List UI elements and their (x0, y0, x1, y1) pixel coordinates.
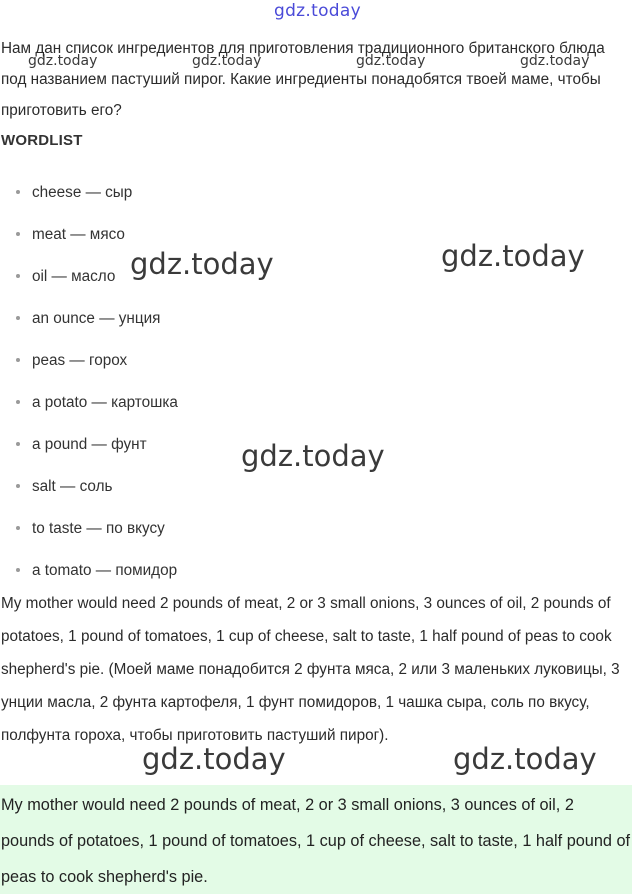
bullet-icon (16, 526, 20, 530)
list-item-text: meat — мясо (32, 226, 125, 243)
watermark: gdz.today (241, 439, 385, 473)
watermark: gdz.today (130, 247, 274, 281)
list-item-text: to taste — по вкусу (32, 520, 165, 537)
bullet-icon (16, 358, 20, 362)
list-item (16, 172, 132, 214)
list-item-text: oil — масло (32, 268, 116, 285)
watermark: gdz.today (142, 742, 286, 776)
watermark-logo: gdz.today (274, 1, 361, 21)
watermark: gdz.today (192, 53, 262, 69)
bullet-icon (16, 568, 20, 572)
list-item (16, 256, 115, 298)
list-item (16, 298, 160, 340)
list-item (16, 424, 147, 466)
list-item-text: cheese — сыр (32, 184, 133, 201)
highlighted-answer: My mother would need 2 pounds of meat, 2 or 3 small onions, 3 ounces of oil, 2 pounds of potatoes, 1 pound of tomatoes, 1 cup of cheese, salt to taste, 1 half pound of peas to cook shepherd's pie. (1, 796, 631, 886)
list-item (16, 550, 177, 592)
list-item (16, 508, 165, 550)
watermark: gdz.today (520, 53, 590, 69)
list-item-text: peas — горох (32, 352, 128, 369)
bullet-icon (16, 400, 20, 404)
bullet-icon (16, 232, 20, 236)
list-item-text: a tomato — помидор (32, 562, 178, 579)
bullet-icon (16, 442, 20, 446)
answer-paragraph: My mother would need 2 pounds of meat, 2 or 3 small onions, 3 ounces of oil, 2 pounds of potatoes, 1 pound of tomatoes, 1 cup of cheese, salt to taste, 1 half pound of peas to cook shepherd's pie. (Моей маме понадобится 2 фунта мяса, 2 или 3 маленьких луковицы, 3 унции масла, 2 фунта картофеля, 1 фунт помидоров, 1 чашка сыра, соль по вкусу, полфунта гороха, чтобы приготовить пастуший пирог). (1, 595, 620, 744)
bullet-icon (16, 484, 20, 488)
task-intro: Нам дан список ингредиентов для приготовления традиционного британского блюда под названием пастуший пирог. Какие ингредиенты понадобятся твоей маме, чтобы приготовить его? (1, 40, 605, 119)
watermark: gdz.today (28, 53, 98, 69)
watermark: gdz.today (441, 239, 585, 273)
bullet-icon (16, 274, 20, 278)
list-item (16, 340, 127, 382)
wordlist-heading: WORDLIST (1, 132, 83, 149)
highlighted-answer-box (0, 785, 632, 894)
bullet-icon (16, 316, 20, 320)
list-item (16, 382, 178, 424)
list-item (16, 214, 125, 256)
list-item (16, 466, 113, 508)
list-item-text: an ounce — унция (32, 310, 161, 327)
list-item-text: salt — соль (32, 478, 113, 495)
watermark: gdz.today (356, 53, 426, 69)
list-item-text: a potato — картошка (32, 394, 178, 411)
list-item-text: a pound — фунт (32, 436, 147, 453)
watermark: gdz.today (453, 742, 597, 776)
bullet-icon (16, 190, 20, 194)
